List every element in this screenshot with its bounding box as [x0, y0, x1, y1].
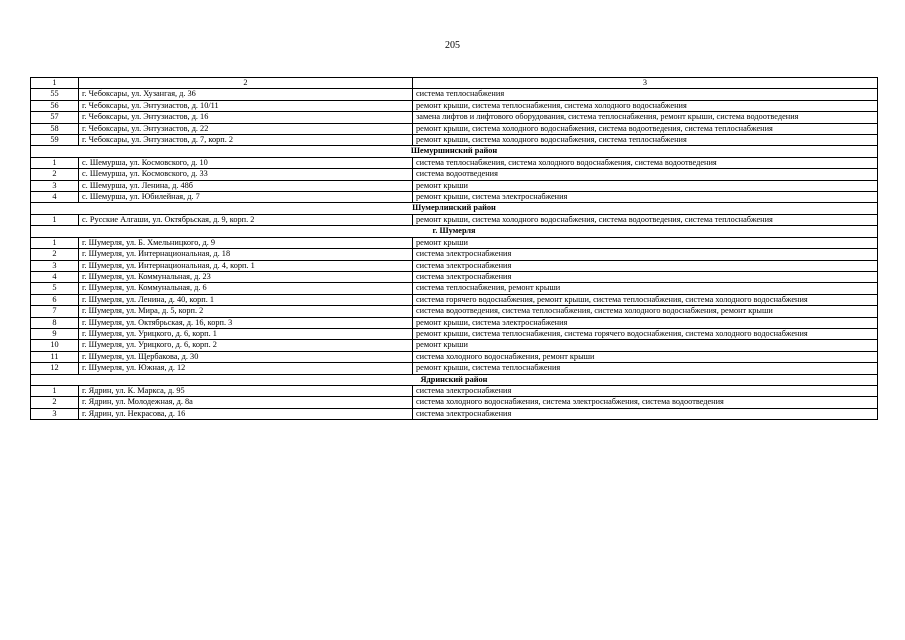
works-cell: система электроснабжения [413, 408, 878, 419]
row-number: 2 [31, 249, 79, 260]
table-row [31, 180, 878, 191]
table-row [31, 89, 878, 100]
repair-registry-table [30, 77, 878, 420]
table-row [31, 283, 878, 294]
district-heading: г. Шумерля [31, 226, 878, 237]
address-cell: г. Чебоксары, ул. Энтузиастов, д. 10/11 [79, 100, 413, 111]
works-cell: система теплоснабжения, система холодного водоснабжения, система водоотведения [413, 157, 878, 168]
works-cell: система горячего водоснабжения, ремонт крыши, система теплоснабжения, система холодного водоснабжения [413, 294, 878, 305]
district-heading-row [31, 203, 878, 214]
table-row [31, 169, 878, 180]
table-row [31, 328, 878, 339]
row-number: 55 [31, 89, 79, 100]
table-row [31, 135, 878, 146]
column-number: 1 [31, 78, 79, 89]
address-cell: с. Шемурша, ул. Космовского, д. 33 [79, 169, 413, 180]
address-cell: г. Шумерля, ул. Интернациональная, д. 18 [79, 249, 413, 260]
address-cell: г. Ядрин, ул. К. Маркса, д. 95 [79, 385, 413, 396]
row-number: 4 [31, 192, 79, 203]
column-number: 3 [413, 78, 878, 89]
works-cell: система водоотведения [413, 169, 878, 180]
row-number: 1 [31, 157, 79, 168]
table-row [31, 408, 878, 419]
row-number: 8 [31, 317, 79, 328]
address-cell: г. Шумерля, ул. Щербакова, д. 30 [79, 351, 413, 362]
works-cell: ремонт крыши, система холодного водоснабжения, система водоотведения, система теплоснабжения [413, 123, 878, 134]
table-row [31, 397, 878, 408]
row-number: 1 [31, 237, 79, 248]
table-row [31, 237, 878, 248]
row-number: 3 [31, 408, 79, 419]
table-row [31, 271, 878, 282]
table-row [31, 157, 878, 168]
address-cell: г. Шумерля, ул. Интернациональная, д. 4, корп. 1 [79, 260, 413, 271]
row-number: 3 [31, 180, 79, 191]
table-row [31, 249, 878, 260]
address-cell: с. Русские Алгаши, ул. Октябрьская, д. 9, корп. 2 [79, 214, 413, 225]
row-number: 56 [31, 100, 79, 111]
address-cell: г. Шумерля, ул. Урицкого, д. 6, корп. 1 [79, 328, 413, 339]
works-cell: ремонт крыши, система холодного водоснабжения, система водоотведения, система теплоснабжения [413, 214, 878, 225]
district-heading-row [31, 226, 878, 237]
address-cell: г. Шумерля, ул. Октябрьская, д. 16, корп. 3 [79, 317, 413, 328]
works-cell: ремонт крыши [413, 237, 878, 248]
works-cell: ремонт крыши [413, 340, 878, 351]
row-number: 1 [31, 385, 79, 396]
table-row [31, 351, 878, 362]
works-cell: замена лифтов и лифтового оборудования, система теплоснабжения, ремонт крыши, система водоотведения [413, 112, 878, 123]
address-cell: г. Ядрин, ул. Некрасова, д. 16 [79, 408, 413, 419]
address-cell: г. Ядрин, ул. Молодежная, д. 8а [79, 397, 413, 408]
works-cell: система электроснабжения [413, 385, 878, 396]
row-number: 59 [31, 135, 79, 146]
row-number: 3 [31, 260, 79, 271]
table-row [31, 340, 878, 351]
works-cell: ремонт крыши, система теплоснабжения, система горячего водоснабжения, система холодного водоснабжения [413, 328, 878, 339]
row-number: 11 [31, 351, 79, 362]
row-number: 4 [31, 271, 79, 282]
row-number: 6 [31, 294, 79, 305]
address-cell: г. Чебоксары, ул. Энтузиастов, д. 16 [79, 112, 413, 123]
works-cell: система теплоснабжения [413, 89, 878, 100]
address-cell: г. Чебоксары, ул. Энтузиастов, д. 22 [79, 123, 413, 134]
row-number: 2 [31, 397, 79, 408]
address-cell: г. Шумерля, ул. Южная, д. 12 [79, 363, 413, 374]
table-row [31, 192, 878, 203]
district-heading: Ядринский район [31, 374, 878, 385]
row-number: 5 [31, 283, 79, 294]
works-cell: ремонт крыши, система электроснабжения [413, 192, 878, 203]
address-cell: г. Шумерля, ул. Мира, д. 5, корп. 2 [79, 306, 413, 317]
column-number: 2 [79, 78, 413, 89]
table-row [31, 214, 878, 225]
row-number: 2 [31, 169, 79, 180]
works-cell: система электроснабжения [413, 271, 878, 282]
works-cell: система водоотведения, система теплоснабжения, система холодного водоснабжения, ремонт крыши [413, 306, 878, 317]
table-row [31, 363, 878, 374]
table-row [31, 112, 878, 123]
table-row [31, 294, 878, 305]
address-cell: г. Шумерля, ул. Коммунальная, д. 23 [79, 271, 413, 282]
address-cell: г. Чебоксары, ул. Хузангая, д. 36 [79, 89, 413, 100]
address-cell: г. Чебоксары, ул. Энтузиастов, д. 7, корп. 2 [79, 135, 413, 146]
works-cell: ремонт крыши, система холодного водоснабжения, система теплоснабжения [413, 135, 878, 146]
column-number-row [31, 78, 878, 89]
address-cell: г. Шумерля, ул. Коммунальная, д. 6 [79, 283, 413, 294]
address-cell: г. Шумерля, ул. Б. Хмельницкого, д. 9 [79, 237, 413, 248]
row-number: 7 [31, 306, 79, 317]
page-number: 205 [445, 40, 460, 51]
row-number: 57 [31, 112, 79, 123]
works-cell: ремонт крыши, система теплоснабжения, система холодного водоснабжения [413, 100, 878, 111]
registry-body [31, 78, 878, 420]
row-number: 58 [31, 123, 79, 134]
row-number: 1 [31, 214, 79, 225]
district-heading-row [31, 146, 878, 157]
works-cell: ремонт крыши, система электроснабжения [413, 317, 878, 328]
works-cell: ремонт крыши, система теплоснабжения [413, 363, 878, 374]
address-cell: г. Шумерля, ул. Ленина, д. 40, корп. 1 [79, 294, 413, 305]
table-row [31, 123, 878, 134]
row-number: 12 [31, 363, 79, 374]
district-heading-row [31, 374, 878, 385]
works-cell: система холодного водоснабжения, система электроснабжения, система водоотведения [413, 397, 878, 408]
address-cell: с. Шемурша, ул. Космовского, д. 10 [79, 157, 413, 168]
table-row [31, 306, 878, 317]
table-row [31, 385, 878, 396]
works-cell: ремонт крыши [413, 180, 878, 191]
works-cell: система электроснабжения [413, 260, 878, 271]
row-number: 9 [31, 328, 79, 339]
address-cell: г. Шумерля, ул. Урицкого, д. 6, корп. 2 [79, 340, 413, 351]
address-cell: с. Шемурша, ул. Ленина, д. 48б [79, 180, 413, 191]
works-cell: система теплоснабжения, ремонт крыши [413, 283, 878, 294]
table-row [31, 100, 878, 111]
district-heading: Шемуршинский район [31, 146, 878, 157]
works-cell: система электроснабжения [413, 249, 878, 260]
table-row [31, 260, 878, 271]
row-number: 10 [31, 340, 79, 351]
works-cell: система холодного водоснабжения, ремонт крыши [413, 351, 878, 362]
table-row [31, 317, 878, 328]
address-cell: с. Шемурша, ул. Юбилейная, д. 7 [79, 192, 413, 203]
district-heading: Шумерлинский район [31, 203, 878, 214]
